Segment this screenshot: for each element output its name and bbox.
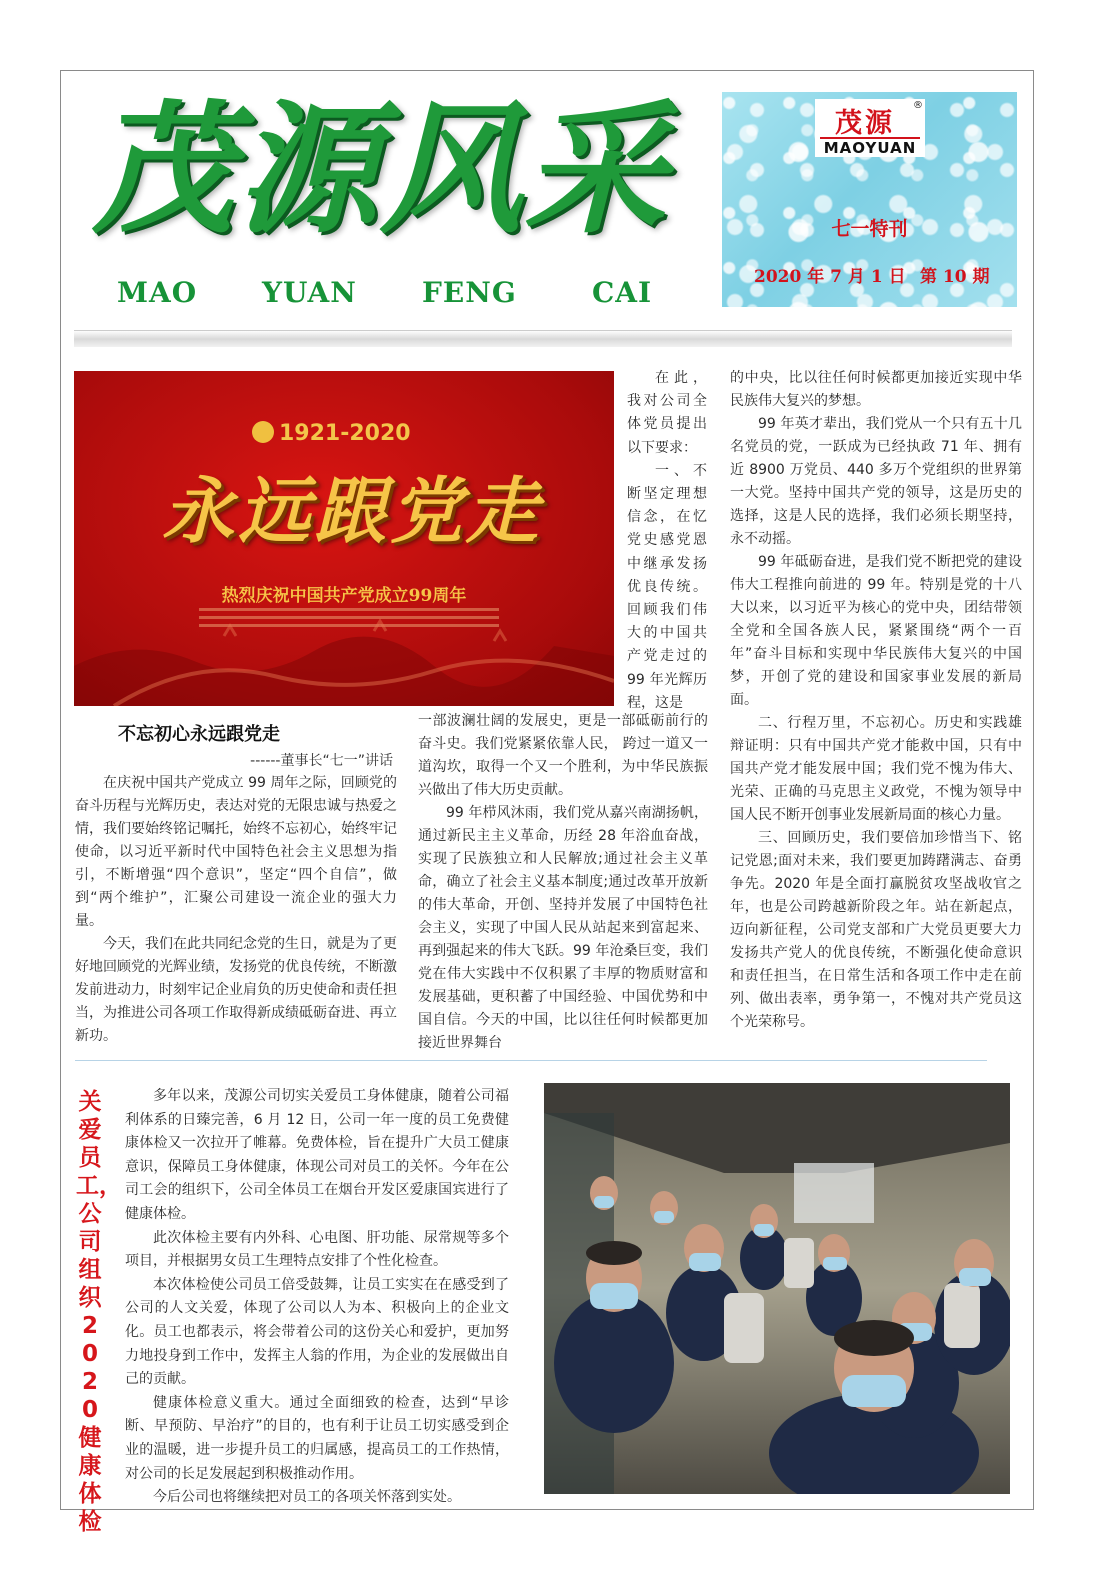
maoyuan-logo	[815, 99, 925, 157]
pinyin-cai: CAI	[592, 276, 653, 309]
article-column-3	[730, 367, 1022, 1034]
masthead-title: 茂源风采	[92, 87, 668, 253]
article-title: 不忘初心永远跟党走	[118, 724, 280, 745]
health-article-title: 关爱员工，公司组织2020健康体检	[76, 1089, 122, 1535]
bus-employees-photo	[544, 1083, 1010, 1494]
issue-number: 第 10 期	[920, 267, 990, 287]
paragraph: 99 年砥砺奋进，是我们党不断把党的建设伟大工程推向前进的 99 年。特别是党的十八大以来，以习近平为核心的党中央，团结带领全党和全国各族人民，紧紧围绕“两个一百年”奋斗目标和实现中华民族伟大复兴的中国梦，开创了党的建设和国家事业发展的新局面。	[730, 554, 1022, 708]
banner-slogan: 永远跟党走	[162, 468, 543, 553]
anniversary-banner	[74, 371, 614, 706]
paragraph: 此次体检主要有内外科、心电图、肝功能、尿常规等多个项目，并根据男女员工生理特点安排了个性化检查。	[125, 1229, 509, 1270]
article-column-2-wide	[418, 710, 708, 1055]
paragraph: 一部波澜壮阔的发展史，更是一部砥砺前行的奋斗史。我们党紧紧依靠人民， 跨过一道又一道沟坎，取得一个又一个胜利，为中华民族振兴做出了伟大历史贡献。	[418, 713, 708, 798]
paragraph: 的中央，比以往任何时候都更加接近实现中华民族伟大复兴的梦想。	[730, 370, 1022, 409]
paragraph: 本次体检使公司员工倍受鼓舞，让员工实实在在感受到了公司的人文关爱，体现了公司以人为本、积极向上的企业文化。员工也都表示，将会带着公司的这份关心和爱护，更加努力地投身到工作中，发挥主人翁的作用，为企业的发展做出自己的贡献。	[125, 1276, 509, 1388]
paragraph: 在庆祝中国共产党成立 99 周年之际，回顾党的奋斗历程与光辉历史，表达对党的无限忠诚与热爱之情，我们要始终铭记嘱托，始终不忘初心，始终牢记使命，以习近平新时代中国特色社会主义思想为指引，不断增强“四个意识”，坚定“四个自信”，做到“两个维护”，汇聚公司建设一流企业的强大力量。	[75, 775, 397, 929]
article-column-2-narrow	[627, 367, 707, 715]
registered-mark: ®	[913, 100, 923, 111]
issue-date: 2020 年 7 月 1 日	[754, 267, 906, 287]
party-emblem-icon	[252, 421, 274, 443]
paragraph: 在此，我对公司全体党员提出以下要求：	[627, 370, 707, 456]
issue-info-box	[722, 92, 1017, 307]
great-wall-icon	[74, 596, 614, 706]
article-column-1	[75, 772, 397, 1048]
pinyin-mao: MAO	[117, 276, 198, 309]
paragraph: 三、回顾历史，我们要倍加珍惜当下、铭记党恩;面对未来，我们要更加踌躇满志、奋勇争先。2020 年是全面打赢脱贫攻坚战收官之年，也是公司跨越新阶段之年。站在新起点，迈向新征程，公司党支部和广大党员更要大力发扬共产党人的优良传统，不断强化使命意识和责任担当，在日常生活和各项工作中走在前列、做出表率，勇争第一，不愧对共产党员这个光荣称号。	[730, 830, 1022, 1030]
paragraph: 今天，我们在此共同纪念党的生日，就是为了更好地回顾党的光辉业绩，发扬党的优良传统，不断激发前进动力，时刻牢记企业肩负的历史使命和责任担当，为推进公司各项工作取得新成绩砥砺奋进、再立新功。	[75, 936, 397, 1044]
logo-chinese: 茂源	[835, 108, 895, 139]
paragraph: 99 年栉风沐雨，我们党从嘉兴南湖扬帆，通过新民主主义革命，历经 28 年浴血奋战，实现了民族独立和人民解放;通过社会主义革命，确立了社会主义基本制度;通过改革开放新的伟大革命，开创、坚持并发展了中国特色社会主义，实现了中国人民从站起来到富起来、再到强起来的伟大飞跃。99 年沧桑巨变，我们党在伟大实践中不仅积累了丰厚的物质财富和发展基础，更积蓄了中国经验、中国优势和中国自信。今天的中国，比以往任何时候都更加接近世界舞台	[418, 805, 708, 1051]
paragraph: 健康体检意义重大。通过全面细致的检查，达到“早诊断、早预防、早治疗”的目的，也有利于让员工切实感受到企业的温暖，进一步提升员工的归属感，提高员工的工作热情，对公司的长足发展起到积极推动作用。	[125, 1394, 509, 1482]
banner-year-range: 1921-2020	[279, 421, 411, 446]
health-article-body	[125, 1085, 509, 1510]
paragraph: 今后公司也将继续把对员工的各项关怀落到实处。	[153, 1489, 461, 1506]
masthead-divider	[74, 330, 1012, 347]
paragraph: 一、不断坚定理想信念，在忆党史感党恩中继承发扬优良传统。回顾我们伟大的中国共产党走过的 99 年光辉历程，这是	[627, 462, 707, 711]
logo-english: MAOYUAN	[820, 137, 920, 157]
banner-caption: 热烈庆祝中国共产党成立99周年	[221, 586, 467, 606]
paragraph: 多年以来，茂源公司切实关爱员工身体健康，随着公司福利体系的日臻完善，6 月 12 日，公司一年一度的员工免费健康体检又一次拉开了帷幕。免费体检，旨在提升广大员工健康意识，保障员工身体健康，体现公司对员工的关怀。今年在公司工会的组织下，公司全体员工在烟台开发区爱康国宾进行了健康体检。	[125, 1088, 509, 1222]
edition-label: 七一特刊	[831, 218, 908, 240]
paragraph: 99 年英才辈出，我们党从一个只有五十几名党员的党，一跃成为已经执政 71 年、拥有近 8900 万党员、440 多万个党组织的世界第一大党。坚持中国共产党的领导，这是历史的选择，这是人民的选择，我们必须长期坚持，永不动摇。	[730, 416, 1022, 547]
article-byline: ------董事长“七一”讲话	[250, 753, 393, 769]
paragraph: 二、行程万里，不忘初心。历史和实践雄辩证明：只有中国共产党才能救中国，只有中国共产党才能发展中国；我们党不愧为伟大、光荣、正确的马克思主义政党，不愧为领导中国人民不断开创事业发展新局面的核心力量。	[730, 715, 1022, 823]
pinyin-yuan: YUAN	[262, 276, 357, 309]
section-divider	[75, 1060, 987, 1061]
pinyin-feng: FENG	[422, 276, 517, 309]
